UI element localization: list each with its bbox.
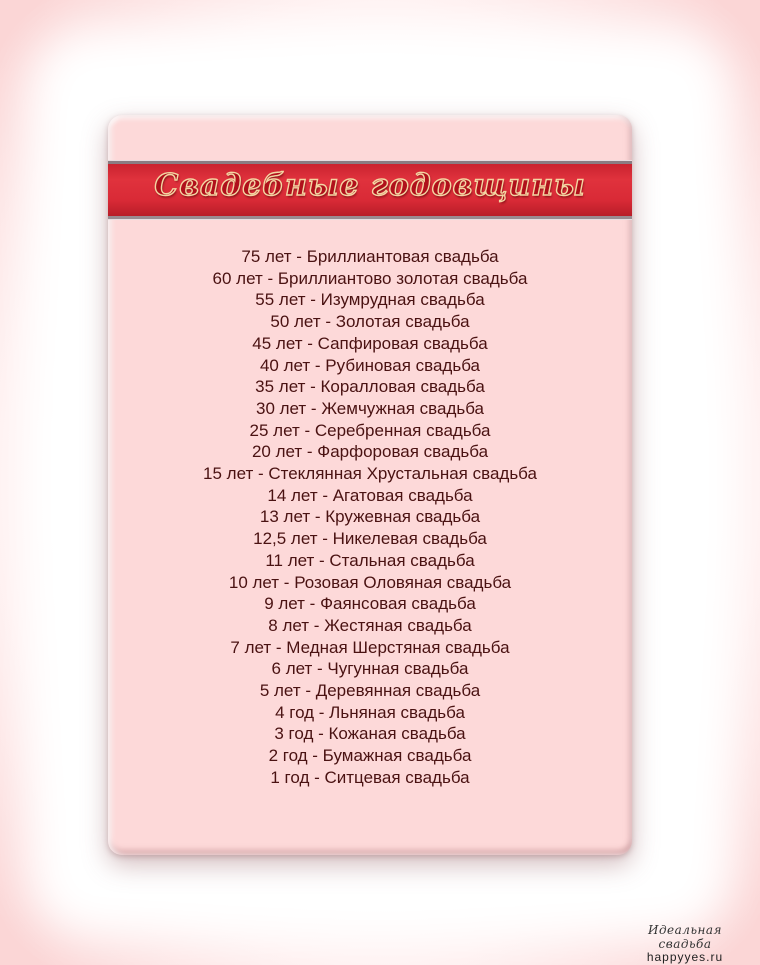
list-item: 10 лет - Розовая Оловяная свадьба xyxy=(228,572,512,592)
list-item: 4 год - Льняная свадьба xyxy=(275,702,465,722)
title-ribbon xyxy=(108,161,632,219)
list-item: 25 лет - Серебренная свадьба xyxy=(249,420,491,440)
list-item: 8 лет - Жестяная свадьба xyxy=(268,615,472,635)
watermark-site: happyyes.ru xyxy=(646,950,724,964)
list-item: 55 лет - Изумрудная свадьба xyxy=(255,290,485,310)
list-item: 60 лет - Бриллиантово золотая свадьба xyxy=(212,268,528,288)
anniversary-card xyxy=(108,115,632,855)
list-item: 40 лет - Рубиновая свадьба xyxy=(259,355,481,375)
anniversary-list xyxy=(108,246,632,789)
page-title: Свадебные годовщины xyxy=(154,168,586,203)
list-item: 5 лет - Деревянная свадьба xyxy=(259,681,481,701)
list-item: 1 год - Ситцевая свадьба xyxy=(270,767,470,787)
list-item: 12,5 лет - Никелевая свадьба xyxy=(253,529,487,549)
list-item: 13 лет - Кружевная свадьба xyxy=(259,507,481,527)
list-item: 2 год - Бумажная свадьба xyxy=(268,746,472,766)
list-item: 30 лет - Жемчужная свадьба xyxy=(255,398,485,418)
list-item: 9 лет - Фаянсовая свадьба xyxy=(264,594,476,614)
watermark-script: Идеальная свадьба xyxy=(647,923,722,951)
watermark xyxy=(620,923,750,964)
list-item: 14 лет - Агатовая свадьба xyxy=(267,485,473,505)
list-item: 75 лет - Бриллиантовая свадьба xyxy=(241,247,499,266)
list-item: 45 лет - Сапфировая свадьба xyxy=(252,333,488,353)
list-item: 15 лет - Стеклянная Хрустальная свадьба xyxy=(203,464,537,484)
list-item: 50 лет - Золотая свадьба xyxy=(270,312,470,332)
list-item: 11 лет - Стальная свадьба xyxy=(265,550,475,570)
list-item: 3 год - Кожаная свадьба xyxy=(274,724,466,744)
list-item: 35 лет - Коралловая свадьба xyxy=(255,377,485,397)
list-item: 6 лет - Чугунная свадьба xyxy=(271,659,469,679)
list-item: 20 лет - Фарфоровая свадьба xyxy=(251,442,489,462)
list-item: 7 лет - Медная Шерстяная свадьба xyxy=(230,637,510,657)
